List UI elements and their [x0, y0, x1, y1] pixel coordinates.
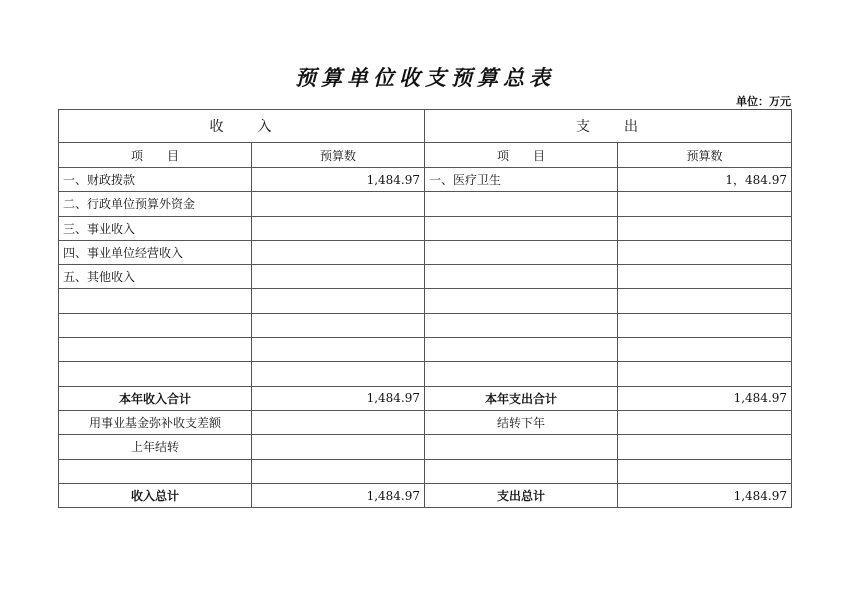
income-value-cell — [252, 216, 425, 240]
income-item-cell: 二、行政单位预算外资金 — [59, 192, 252, 216]
carry-next-year-label: 结转下年 — [425, 410, 618, 434]
table-row — [59, 289, 792, 313]
expense-value-cell — [618, 240, 792, 264]
income-item-header: 项 目 — [59, 143, 252, 168]
income-grand-total-value: 1,484.97 — [252, 483, 425, 507]
income-value-cell — [252, 289, 425, 313]
table-row — [59, 216, 792, 240]
expense-item-cell — [425, 338, 618, 362]
prev-year-carry-value — [252, 435, 425, 459]
income-item-cell — [59, 338, 252, 362]
income-item-cell — [59, 313, 252, 337]
income-section-header: 收 入 — [59, 110, 425, 143]
income-item-cell: 四、事业单位经营收入 — [59, 240, 252, 264]
expense-value-cell — [618, 216, 792, 240]
table-row — [59, 459, 792, 483]
column-header-row — [59, 143, 792, 168]
unit-label: 单位：万元 — [736, 95, 791, 108]
empty-cell — [252, 459, 425, 483]
year-income-total-label: 本年收入合计 — [59, 386, 252, 410]
empty-cell — [425, 435, 618, 459]
income-value-cell — [252, 362, 425, 386]
income-budget-header: 预算数 — [252, 143, 425, 168]
expense-value-cell — [618, 313, 792, 337]
grand-total-row — [59, 483, 792, 507]
empty-cell — [59, 459, 252, 483]
year-expense-total-label: 本年支出合计 — [425, 386, 618, 410]
prev-year-carry-label: 上年结转 — [59, 435, 252, 459]
reserve-row — [59, 410, 792, 434]
expense-section-header: 支 出 — [425, 110, 792, 143]
expense-value-cell — [618, 265, 792, 289]
expense-grand-total-label: 支出总计 — [425, 483, 618, 507]
income-value-cell — [252, 265, 425, 289]
expense-item-cell — [425, 362, 618, 386]
budget-table — [58, 109, 792, 508]
year-expense-total-value: 1,484.97 — [618, 386, 792, 410]
expense-item-cell — [425, 192, 618, 216]
empty-cell — [425, 459, 618, 483]
table-row — [59, 338, 792, 362]
table-row — [59, 192, 792, 216]
reserve-fund-value — [252, 410, 425, 434]
income-grand-total-label: 收入总计 — [59, 483, 252, 507]
income-value-cell — [252, 338, 425, 362]
income-item-cell: 一、财政拨款 — [59, 168, 252, 192]
expense-value-cell — [618, 338, 792, 362]
carry-next-year-value — [618, 410, 792, 434]
income-item-cell — [59, 289, 252, 313]
income-value-cell — [252, 313, 425, 337]
expense-value-cell — [618, 362, 792, 386]
year-income-total-value: 1,484.97 — [252, 386, 425, 410]
page-title: 预算单位收支预算总表 — [295, 65, 555, 90]
expense-item-cell — [425, 265, 618, 289]
income-item-cell: 五、其他收入 — [59, 265, 252, 289]
table-row — [59, 240, 792, 264]
expense-value-cell: 1，484.97 — [618, 168, 792, 192]
expense-value-cell — [618, 192, 792, 216]
income-value-cell — [252, 240, 425, 264]
section-header-row — [59, 110, 792, 143]
expense-item-cell — [425, 240, 618, 264]
expense-item-cell — [425, 289, 618, 313]
income-item-cell — [59, 362, 252, 386]
expense-item-cell — [425, 313, 618, 337]
income-value-cell — [252, 192, 425, 216]
income-value-cell: 1,484.97 — [252, 168, 425, 192]
table-row — [59, 265, 792, 289]
year-total-row — [59, 386, 792, 410]
table-row — [59, 168, 792, 192]
empty-cell — [618, 459, 792, 483]
expense-item-cell: 一、医疗卫生 — [425, 168, 618, 192]
expense-grand-total-value: 1,484.97 — [618, 483, 792, 507]
reserve-fund-label: 用事业基金弥补收支差额 — [59, 410, 252, 434]
table-row — [59, 362, 792, 386]
income-item-cell: 三、事业收入 — [59, 216, 252, 240]
expense-budget-header: 预算数 — [618, 143, 792, 168]
table-row — [59, 313, 792, 337]
expense-value-cell — [618, 289, 792, 313]
expense-item-header: 项 目 — [425, 143, 618, 168]
expense-item-cell — [425, 216, 618, 240]
prev-carry-row — [59, 435, 792, 459]
empty-cell — [618, 435, 792, 459]
